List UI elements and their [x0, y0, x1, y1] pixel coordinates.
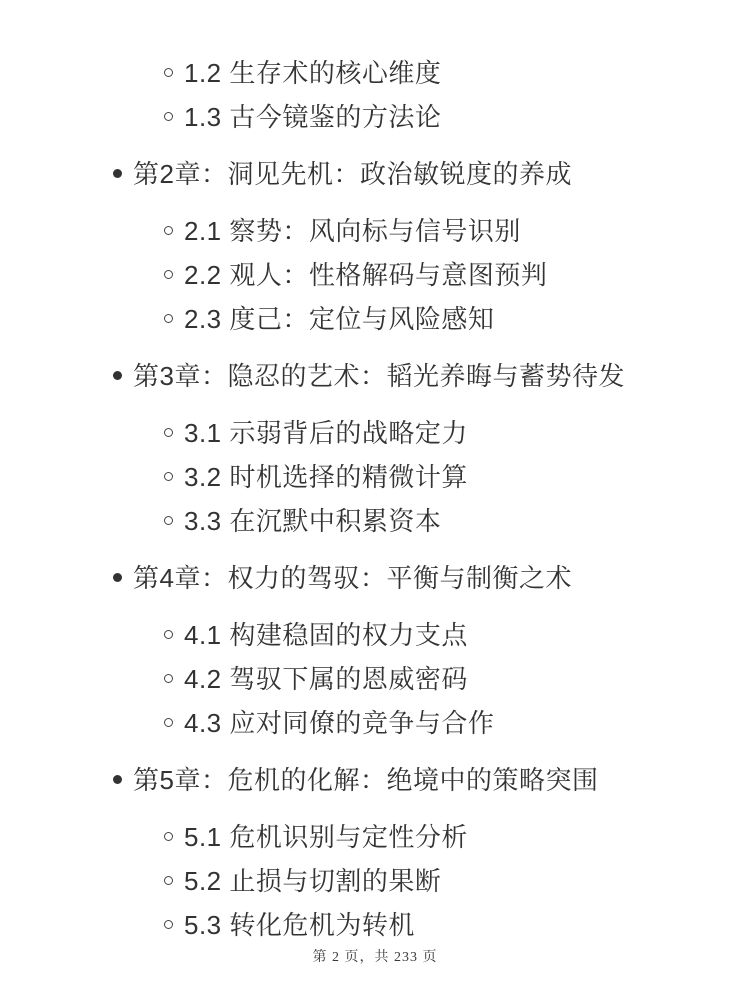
- filled-bullet-icon: [113, 169, 122, 178]
- hollow-bullet-icon: [164, 314, 173, 323]
- toc-chapter-text: 第4章：权力的驾驭：平衡与制衡之术: [133, 562, 572, 593]
- hollow-bullet-icon: [164, 876, 173, 885]
- toc-subitem-text: 4.3 应对同僚的竞争与合作: [184, 707, 495, 738]
- toc-subitem: [0, 93, 750, 137]
- filled-bullet-icon: [113, 775, 122, 784]
- hollow-bullet-icon: [164, 674, 173, 683]
- toc-subitem-text: 3.1 示弱背后的战略定力: [184, 417, 468, 448]
- toc-subitem-text: 3.3 在沉默中积累资本: [184, 505, 442, 536]
- hollow-bullet-icon: [164, 630, 173, 639]
- toc-subitem: [0, 207, 750, 251]
- hollow-bullet-icon: [164, 516, 173, 525]
- toc-subitem: [0, 699, 750, 743]
- toc-chapter-text: 第2章：洞见先机：政治敏锐度的养成: [133, 158, 572, 189]
- table-of-contents: [0, 49, 750, 945]
- toc-subitem-text: 5.3 转化危机为转机: [184, 909, 415, 940]
- toc-subitem: [0, 813, 750, 857]
- toc-subitem-text: 2.2 观人：性格解码与意图预判: [184, 259, 548, 290]
- toc-chapter-item: [0, 756, 750, 800]
- toc-chapter-text: 第5章：危机的化解：绝境中的策略突围: [133, 764, 599, 795]
- toc-subitem-text: 2.3 度己：定位与风险感知: [184, 303, 495, 334]
- toc-subitem-text: 4.1 构建稳固的权力支点: [184, 619, 468, 650]
- filled-bullet-icon: [113, 371, 122, 380]
- toc-chapter-item: [0, 554, 750, 598]
- toc-subitem: [0, 611, 750, 655]
- hollow-bullet-icon: [164, 270, 173, 279]
- hollow-bullet-icon: [164, 832, 173, 841]
- toc-subitem: [0, 295, 750, 339]
- toc-chapter-item: [0, 352, 750, 396]
- toc-subitem: [0, 497, 750, 541]
- toc-subitem: [0, 655, 750, 699]
- toc-subitem: [0, 49, 750, 93]
- hollow-bullet-icon: [164, 428, 173, 437]
- page-footer: [0, 946, 750, 970]
- toc-subitem-text: 5.1 危机识别与定性分析: [184, 821, 468, 852]
- filled-bullet-icon: [113, 573, 122, 582]
- page-number-text: 第 2 页，共 233 页: [312, 950, 438, 965]
- toc-chapter-text: 第3章：隐忍的艺术：韬光养晦与蓄势待发: [133, 360, 625, 391]
- hollow-bullet-icon: [164, 718, 173, 727]
- toc-subitem-text: 3.2 时机选择的精微计算: [184, 461, 468, 492]
- hollow-bullet-icon: [164, 472, 173, 481]
- toc-subitem-text: 4.2 驾驭下属的恩威密码: [184, 663, 468, 694]
- hollow-bullet-icon: [164, 68, 173, 77]
- hollow-bullet-icon: [164, 226, 173, 235]
- hollow-bullet-icon: [164, 112, 173, 121]
- toc-subitem-text: 5.2 止损与切割的果断: [184, 865, 442, 896]
- toc-subitem-text: 2.1 察势：风向标与信号识别: [184, 215, 521, 246]
- toc-chapter-item: [0, 150, 750, 194]
- toc-subitem: [0, 409, 750, 453]
- toc-subitem: [0, 453, 750, 497]
- toc-subitem: [0, 901, 750, 945]
- toc-subitem: [0, 857, 750, 901]
- toc-subitem-text: 1.2 生存术的核心维度: [184, 57, 442, 88]
- hollow-bullet-icon: [164, 920, 173, 929]
- toc-subitem: [0, 251, 750, 295]
- toc-subitem-text: 1.3 古今镜鉴的方法论: [184, 101, 442, 132]
